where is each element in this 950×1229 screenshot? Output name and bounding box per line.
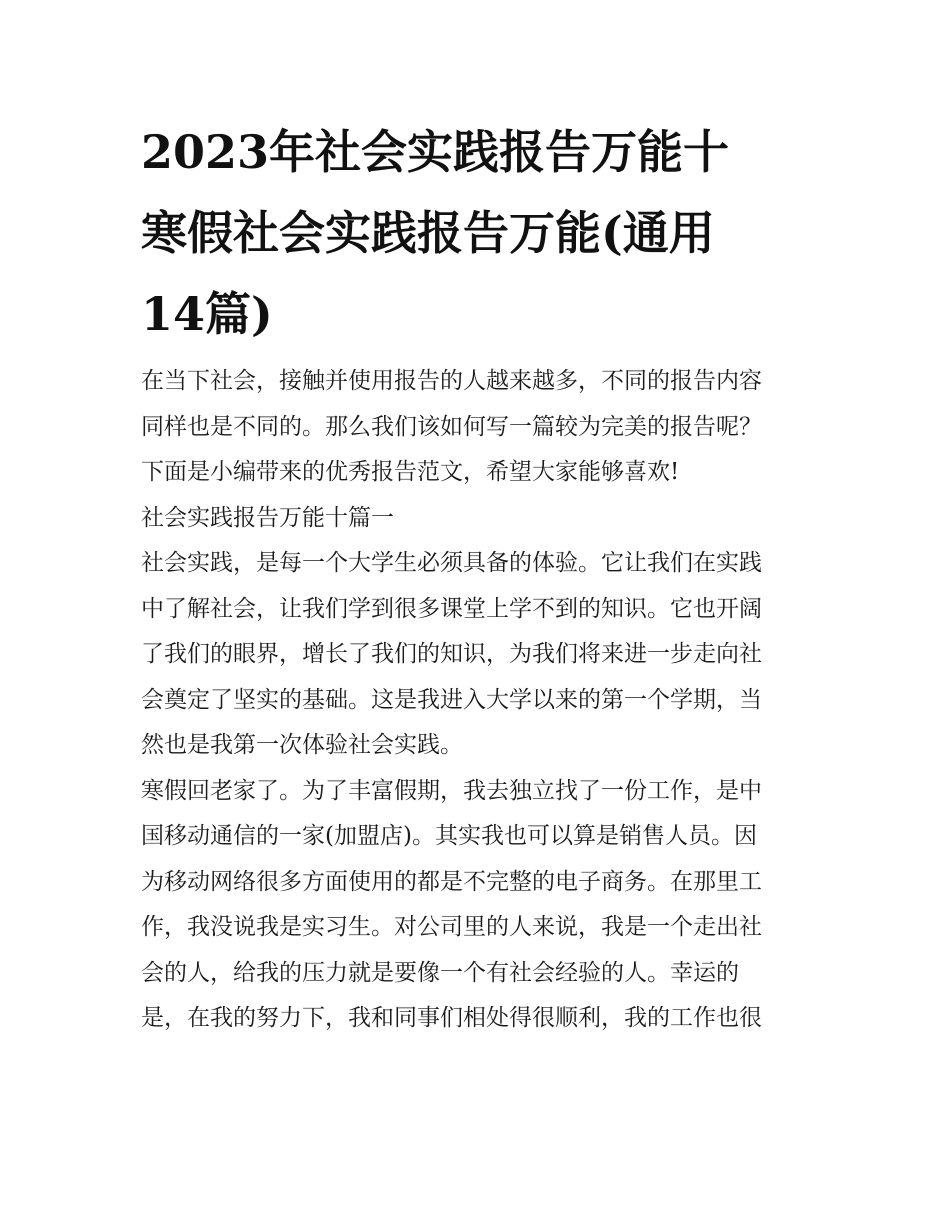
document-title	[141, 112, 781, 355]
paragraph-line: 会奠定了坚实的基础。这是我进入大学以来的第一个学期，当	[141, 686, 762, 713]
paragraph-line: 中了解社会，让我们学到很多课堂上学不到的知识。它也开阔	[141, 595, 762, 622]
title-line: 2023年社会实践报告万能十	[141, 125, 730, 179]
intro-line: 在当下社会，接触并使用报告的人越来越多，不同的报告内容	[141, 368, 762, 394]
title-line: 14篇)	[141, 287, 273, 341]
document-content	[141, 112, 813, 1042]
paragraph-line: 社会实践，是每一个大学生必须具备的体验。它让我们在实践	[141, 550, 762, 576]
title-line: 寒假社会实践报告万能(通用	[141, 206, 715, 260]
document-body	[141, 359, 813, 1042]
paragraph-line: 寒假回老家了。为了丰富假期，我去独立找了一份工作，是中	[141, 777, 762, 804]
intro-line: 下面是小编带来的优秀报告范文，希望大家能够喜欢!	[141, 459, 680, 485]
section-heading: 社会实践报告万能十篇一	[141, 504, 394, 531]
paragraph-line: 为移动网络很多方面使用的都是不完整的电子商务。在那里工	[141, 868, 762, 895]
paragraph-line: 了我们的眼界，增长了我们的知识，为我们将来进一步走向社	[141, 641, 762, 667]
paragraph-line: 然也是我第一次体验社会实践。	[141, 732, 463, 758]
intro-line: 同样也是不同的。那么我们该如何写一篇较为完美的报告呢？	[141, 413, 762, 440]
paragraph-line: 是，在我的努力下，我和同事们相处得很顺利，我的工作也很	[141, 1005, 762, 1031]
paragraph-line: 国移动通信的一家(加盟店)。其实我也可以算是销售人员。因	[141, 823, 757, 849]
paragraph-line: 作，我没说我是实习生。对公司里的人来说，我是一个走出社	[141, 914, 762, 940]
paragraph-line: 会的人，给我的压力就是要像一个有社会经验的人。幸运的	[141, 959, 739, 986]
